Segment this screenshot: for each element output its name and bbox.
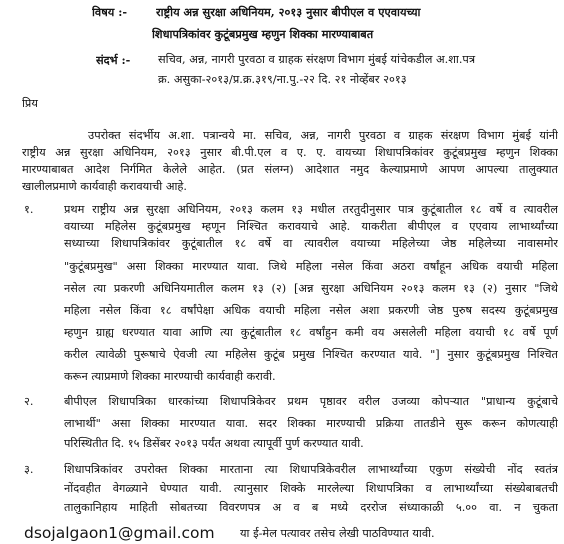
subject-label: विषय :- — [92, 5, 128, 19]
point-line: करून त्याप्रमाणे शिक्का मारण्याची कार्यवाही करावी. — [64, 370, 276, 383]
reference-line-1: सचिव, अन्न, नागरी पुरवठा व ग्राहक संरक्षण विभाग मुंबई यांचेकडील अ.शा.पत्र — [158, 53, 476, 66]
intro-line: मारण्याबाबत आदेश निर्गमित केलेले आहेत. (प्रत संलग्न) आदेशात नमुद केल्याप्रमाणे आपण आपल्या तालुक्यात — [22, 163, 558, 176]
point-line: "कुटूंबप्रमुख" असा शिक्का मारण्यात यावा. जिथे महिला नसेल किंवा अठरा वर्षांहून अधिक वयाची महिला — [64, 260, 558, 273]
point-line: शिधापत्रिकांवर उपरोक्त शिक्का मारताना त्या शिधापत्रिकेवरील लाभार्थ्यांच्या एकुण संख्येची नोंद स्वतंत्र — [64, 463, 558, 476]
subject-line-1: राष्ट्रीय अन्न सुरक्षा अधिनियम, २०१३ नुसार बीपीएल व एएवायच्या — [156, 5, 421, 19]
intro-line: राष्ट्रीय अन्न सुरक्षा अधिनियम, २०१३ नुसार बी.पी.एल व ए. ए. वायच्या शिधापत्रिकांवर कुटूंबप्रमुख म्हणुन शिक्का — [22, 146, 558, 159]
point-line: बीपीएल शिधापत्रिका धारकांच्या शिधापत्रिकेवर प्रथम पृष्ठावर वरील उजव्या कोपऱ्यात "प्राधान्य कुटूंबाचे — [64, 395, 558, 408]
point-line: नोंदवहीत वेगळ्याने घेण्यात यावी. त्यानुसार शिक्के मारलेल्या शिधापत्रिका व लाभार्थ्यांच्या संख्येबाबतची — [64, 482, 558, 495]
email-address: dsojalgaon1@gmail.com — [24, 524, 215, 542]
email-note: या ई-मेल पत्यावर तसेच लेखी पाठविण्यात यावी. — [240, 527, 435, 540]
point-line: परिस्थितीत दि. १५ डिसेंबर २०१३ पर्यंत अथवा त्यापूर्वी पुर्ण करण्यात यावी. — [64, 437, 364, 450]
point-line: महिला नसेल किंवा १८ वर्षांपेक्षा अधिक वयाची महिला नसेल अशा प्रकरणी जेष्ठ पुरुष सदस्य कुटूंबप्रमुख — [64, 304, 558, 317]
subject-line-2: शिधापत्रिकांवर कुटूंबप्रमुख म्हणुन शिक्का मारण्याबाबत — [152, 27, 374, 41]
point-line: म्हणुन ग्राह्य धरण्यात यावा आणि त्या कुटूंबातील १८ वर्षांहुन कमी वय असलेली महिला वयाची १८ वर्षे पूर्ण — [64, 326, 558, 339]
salutation: प्रिय — [22, 97, 38, 110]
reference-line-2: क्र. असुका-२०१३/प्र.क्र.३१९/ना.पु.-२२ दि. २१ नोव्हेंबर २०१३ — [158, 73, 407, 86]
point-line: करील त्यावेळी पुरूषाचे ऐवजी त्या महिलेस कुटूंब प्रमुख निश्चित करण्यात यावे. "] नुसार कुटूंबप्रमुख निश्चित — [64, 348, 558, 361]
point-line: नसेल त्या प्रकरणी अधिनियमातील कलम १३ (२) [अन्न सुरक्षा अधिनियम २०१३ कलम १३ (२) नुसार "जिथे — [64, 282, 558, 295]
point-line: सध्याच्या शिधापत्रिकांवर कुटूंबातील १८ वर्षे वा त्यावरील वयाच्या महिलेच्या जेष्ठ महिलेच्या नावासमोर — [64, 237, 558, 250]
point-number: २. — [24, 395, 34, 408]
point-number: १. — [24, 203, 34, 216]
point-number: ३. — [24, 463, 34, 476]
reference-label: संदर्भ :- — [96, 53, 131, 67]
point-line: प्रथम राष्ट्रीय अन्न सुरक्षा अधिनियम, २०१३ कलम १३ मधील तरतुदीनुसार पात्र कुटूंबातील १८ वर्षे व त्यावरील — [64, 203, 558, 216]
intro-line: खालीलप्रमाणे कार्यवाही करावयाची आहे. — [22, 180, 187, 193]
point-line: वयाच्या महिलेस कुटूंबप्रमुख म्हणून निश्चित करावयाचे आहे. याकरीता बीपीएल व एएवाय लाभार्थ्यांच्या — [64, 220, 558, 233]
intro-line: उपरोक्त संदर्भीय अ.शा. पत्रान्वये मा. सचिव, अन्न, नागरी पुरवठा व ग्राहक संरक्षण विभाग मुंबई यांनी — [88, 129, 558, 142]
point-line: लाभार्थी" असा शिक्का मारण्यात यावा. सदर शिक्का मारण्याची प्रक्रिया तातडीने सुरू करून कोणत्याही — [64, 417, 558, 430]
point-line: तालुकानिहाय माहिती सोबतच्या विवरणपत्र अ व ब मध्ये दररोज संध्याकाळी ५.०० वा. न चुकता — [64, 501, 558, 514]
